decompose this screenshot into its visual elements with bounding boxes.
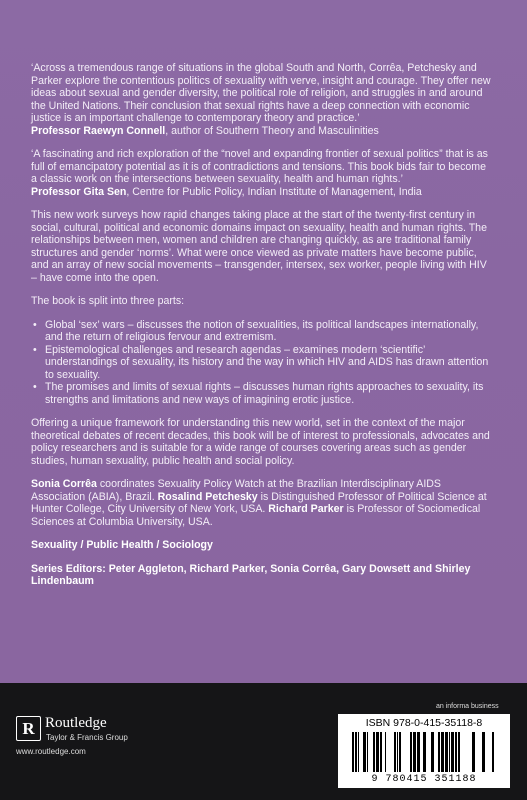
barcode-bar — [399, 732, 401, 772]
barcode-bar — [492, 732, 494, 772]
barcode-bar — [482, 732, 485, 772]
blurb-connell — [31, 62, 493, 137]
barcode-bar — [397, 732, 398, 772]
barcode-bar — [449, 732, 450, 772]
list-item: • The promises and limits of sexual rights – discusses human rights approaches to sexuality, its strengths and limitations and new ways of imagining erotic justice. — [31, 381, 493, 406]
blurb-text: ‘A fascinating and rich exploration of the “novel and expanding frontier of sexual politics” that is as full of emancipatory potential as it is of contradictions and tensions. This book bids fair to become a classic work on the intersections between sexuality, health and human rights.’ — [31, 148, 488, 185]
publisher-name: Routledge — [45, 715, 107, 731]
barcode-bar — [394, 732, 396, 772]
blurb-sen — [31, 148, 493, 198]
barcode-bar — [410, 732, 412, 772]
author-bio: is Professor of Sociomedical Sciences at Columbia University, USA. — [31, 503, 481, 528]
blurb-text: ‘Across a tremendous range of situations in the global South and North, Corrêa, Petchesky and Parker explore the contentious politics of sexuality with verve, insight and courage. They offer new ideas about sexual and gender diversity, the political role of religion, and struggles in and around the United Nations. Their conclusion that sexual rights have a deep connection with economic justice is an important challenge to contemporary theory and practice.’ — [31, 62, 491, 124]
publisher-group: Taylor & Francis Group — [46, 733, 128, 742]
parts-intro: The book is split into three parts: — [31, 295, 185, 307]
author-bio: is Distinguished Professor of Political Science at Hunter College, City University of New York, USA. — [31, 490, 487, 515]
barcode-bar — [358, 732, 359, 772]
publisher-url: www.routledge.com — [16, 747, 86, 756]
barcode-bars — [352, 732, 496, 772]
author-bios — [31, 478, 493, 528]
barcode-bar — [373, 732, 375, 772]
author-name: Sonia Corrêa — [31, 478, 97, 490]
barcode-bar — [458, 732, 460, 772]
list-item: • Global ‘sex’ wars – discusses the notion of sexualities, its political landscapes internationally, and the return of religious fervour and extremism. — [31, 319, 493, 344]
subject-categories: Sexuality / Public Health / Sociology — [31, 539, 213, 551]
barcode-bar — [431, 732, 434, 772]
series-editors: Series Editors: Peter Aggleton, Richard Parker, Sonia Corrêa, Gary Dowsett and Shirley Lindenbaum — [31, 562, 471, 587]
barcode-digits: 9 780415 351188 — [371, 774, 477, 785]
list-item: • Epistemological challenges and research agendas – examines modern ‘scientific’ understandings of sexuality, its history and the way in which HIV and AIDS has drawn attention to sexuality. — [31, 344, 493, 382]
barcode-bar — [363, 732, 366, 772]
blurb-affiliation: , author of Southern Theory and Masculinities — [165, 124, 379, 137]
barcode-bar — [352, 732, 354, 772]
barcode-bar — [413, 732, 416, 772]
barcode-bar — [445, 732, 448, 772]
barcode-bar — [385, 732, 386, 772]
parts-list — [31, 319, 493, 407]
blurb-author: Professor Raewyn Connell — [31, 124, 166, 137]
barcode-bar — [380, 732, 382, 772]
barcode-bar — [438, 732, 440, 772]
author-bio: coordinates Sexuality Policy Watch at the Brazilian Interdisciplinary AIDS Association (ABIA), Brazil. — [31, 478, 441, 503]
routledge-logo-icon: R — [16, 716, 41, 741]
informa-tagline: an informa business — [436, 703, 499, 710]
isbn-barcode — [338, 714, 510, 788]
description: This new work surveys how rapid changes taking place at the start of the twenty-first century in social, cultural, political and economic domains impact on sexuality, health and human rights. The relationships between men, women and children are changing quickly, as are traditional family structures and gender ‘norms’. What were once viewed as private matters have become public, and an array of new social movements – transgender, intersex, sex worker, people living with HIV – have come into the open. — [31, 209, 487, 284]
blurb-author: Professor Gita Sen — [31, 185, 127, 198]
author-name: Rosalind Petchesky — [157, 490, 258, 503]
barcode-bar — [417, 732, 420, 772]
cover-text — [31, 62, 493, 599]
framework-paragraph: Offering a unique framework for understanding this new world, set in the context of the major theoretical debates of recent decades, this book will be of interest to professionals, advocates and policy researchers and is suitable for a wide range of courses covering areas such as gender studies, human sexuality, public health and social policy. — [31, 417, 490, 467]
barcode-bar — [472, 732, 475, 772]
barcode-bar — [376, 732, 379, 772]
barcode-bar — [441, 732, 444, 772]
barcode-bar — [367, 732, 368, 772]
barcode-bar — [423, 732, 426, 772]
barcode-bar — [451, 732, 454, 772]
barcode-bar — [355, 732, 357, 772]
barcode-bar — [455, 732, 457, 772]
blurb-affiliation: , Centre for Public Policy, Indian Institute of Management, India — [126, 185, 422, 198]
isbn-number: ISBN 978-0-415-35118-8 — [365, 717, 483, 729]
author-name: Richard Parker — [268, 503, 344, 515]
